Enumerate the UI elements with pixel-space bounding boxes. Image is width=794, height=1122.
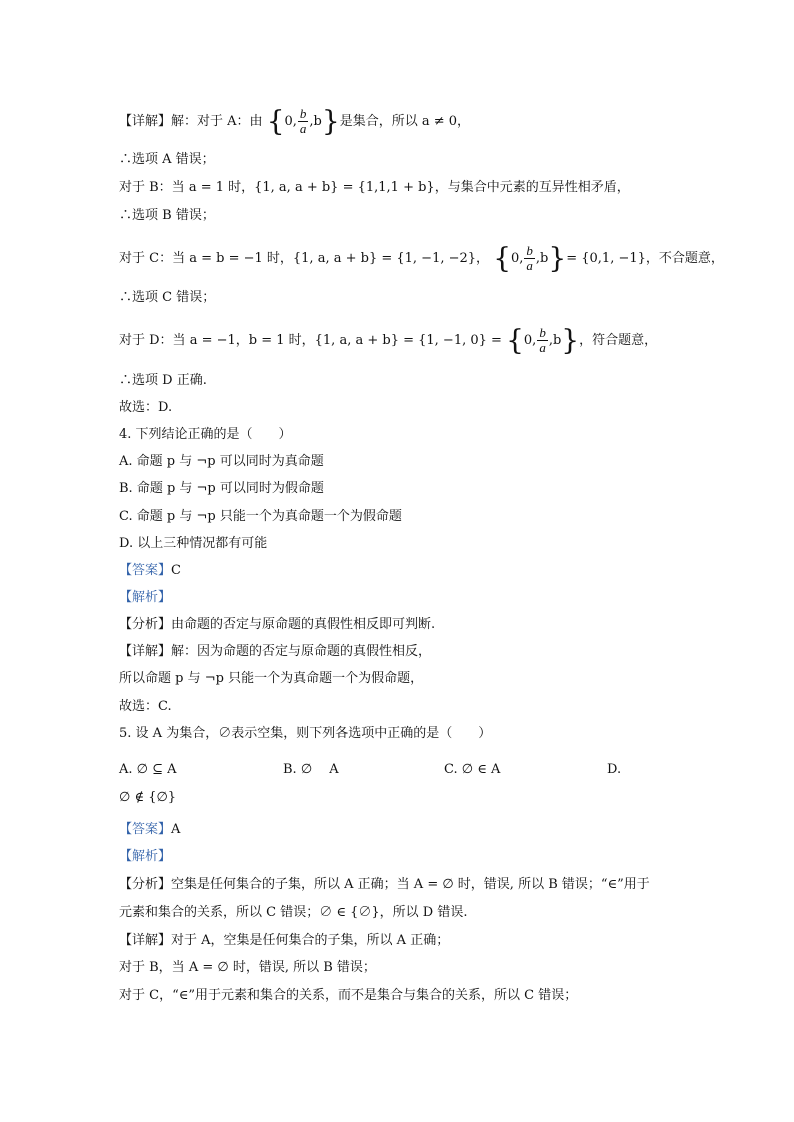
q5-option-b: B. ∅ A bbox=[283, 762, 339, 777]
q5-detail bbox=[119, 932, 449, 950]
detail-text: 是集合，所以 a ≠ 0， bbox=[339, 114, 471, 129]
q4-option-b: B. 命题 p 与 ¬p 可以同时为假命题 bbox=[119, 481, 324, 496]
detail-text: 解：因为命题的否定与原命题的真假性相反， bbox=[171, 644, 432, 659]
detail-text: 对于 A，空集是任何集合的子集，所以 A 正确； bbox=[171, 933, 450, 948]
line-3: 对于 B：当 a = 1 时，{1, a, a + b} = {1,1,1 + b}，与集合中元素的互异性相矛盾， bbox=[119, 180, 630, 195]
q5-option-d-content: ∅ ∉ {∅} bbox=[119, 790, 177, 805]
q4-option-d: D. 以上三种情况都有可能 bbox=[119, 536, 268, 551]
frac-num: b bbox=[526, 243, 533, 258]
question-5: 5. 设 A 为集合，∅表示空集，则下列各选项中正确的是（ ） bbox=[119, 726, 492, 741]
set-elem: 0, bbox=[511, 251, 524, 266]
analysis-text: 空集是任何集合的子集，所以 A 正确；当 A = ∅ 时，错误, 所以 B 错误；“∈”用于 bbox=[171, 877, 650, 892]
line-text: 对于 D：当 a = −1，b = 1 时，{1, a, a + b} = {1, −1, 0} = bbox=[119, 333, 502, 348]
fraction-b-over-a bbox=[298, 107, 309, 136]
q5-detail-3: 对于 C，“∈”用于元素和集合的关系，而不是集合与集合的关系，所以 C 错误； bbox=[119, 988, 578, 1003]
q4-option-a: A. 命题 p 与 ¬p 可以同时为真命题 bbox=[119, 454, 324, 469]
explanation-tag: 【解析】 bbox=[119, 849, 172, 864]
line-text: 对于 C：当 a = b = −1 时，{1, a, a + b} = {1, −1, −2}， bbox=[119, 251, 490, 266]
line-5 bbox=[119, 241, 724, 275]
question-4: 4. 下列结论正确的是（ ） bbox=[119, 427, 292, 442]
frac-num: b bbox=[539, 325, 546, 340]
line-4: ∴选项 B 错误； bbox=[119, 208, 215, 223]
answer-tag: 【答案】 bbox=[119, 563, 172, 578]
set-elem: ,b bbox=[309, 114, 322, 129]
frac-num: b bbox=[299, 106, 307, 121]
right-brace: } bbox=[548, 241, 567, 275]
q5-detail-2: 对于 B，当 A = ∅ 时，错误, 所以 B 错误； bbox=[119, 960, 376, 975]
line-2: ∴选项 A 错误； bbox=[119, 152, 215, 167]
q5-option-d: D. bbox=[607, 762, 622, 777]
detail-line-1 bbox=[119, 104, 471, 138]
q5-analysis bbox=[119, 876, 650, 894]
detail-tag: 【详解】 bbox=[119, 933, 172, 948]
line-text: = {0,1, −1}，不合题意， bbox=[566, 251, 724, 266]
answer-tag: 【答案】 bbox=[119, 822, 172, 837]
analysis-text: 由命题的否定与原命题的真假性相反即可判断. bbox=[171, 617, 436, 632]
q4-explanation-header bbox=[119, 589, 171, 607]
line-6: ∴选项 C 错误； bbox=[119, 290, 216, 305]
line-text: ，符合题意， bbox=[579, 333, 658, 348]
fraction-b-over-a bbox=[537, 326, 548, 355]
q5-analysis-2: 元素和集合的关系，所以 C 错误；∅ ∈ {∅}，所以 D 错误. bbox=[119, 905, 468, 920]
line-8: ∴选项 D 正确. bbox=[119, 373, 207, 388]
set-elem: ,b bbox=[535, 251, 549, 266]
q5-answer bbox=[119, 821, 180, 839]
left-brace: { bbox=[506, 323, 524, 357]
q5-option-c: C. ∅ ∈ A bbox=[444, 762, 501, 777]
set-elem: ,b bbox=[548, 333, 562, 348]
q4-answer bbox=[119, 562, 181, 580]
left-brace: { bbox=[266, 104, 285, 138]
explanation-tag: 【解析】 bbox=[119, 590, 172, 605]
answer-value: A bbox=[171, 822, 181, 837]
left-brace: { bbox=[493, 241, 512, 275]
q4-option-c: C. 命题 p 与 ¬p 只能一个为真命题一个为假命题 bbox=[119, 509, 402, 524]
analysis-tag: 【分析】 bbox=[119, 877, 172, 892]
line-7 bbox=[119, 323, 658, 357]
q4-detail bbox=[119, 643, 431, 661]
line-9: 故选：D. bbox=[119, 400, 173, 415]
right-brace: } bbox=[561, 323, 580, 357]
fraction-b-over-a bbox=[524, 244, 535, 273]
q5-option-a: A. ∅ ⊆ A bbox=[119, 762, 177, 777]
set-elem: 0, bbox=[523, 333, 537, 348]
detail-text: 解：对于 A：由 bbox=[171, 114, 263, 129]
q4-detail-2: 所以命题 p 与 ¬p 只能一个为真命题一个为假命题， bbox=[119, 671, 424, 686]
q5-explanation-header bbox=[119, 848, 171, 866]
detail-tag: 【详解】 bbox=[119, 114, 172, 129]
q4-analysis bbox=[119, 616, 435, 634]
detail-tag: 【详解】 bbox=[119, 644, 172, 659]
q4-detail-3: 故选：C. bbox=[119, 699, 172, 714]
answer-value: C bbox=[171, 563, 181, 578]
frac-den: a bbox=[539, 340, 546, 355]
right-brace: } bbox=[321, 104, 340, 138]
frac-den: a bbox=[526, 258, 533, 273]
frac-den: a bbox=[299, 121, 307, 136]
analysis-tag: 【分析】 bbox=[119, 617, 172, 632]
set-elem: 0, bbox=[284, 114, 297, 129]
